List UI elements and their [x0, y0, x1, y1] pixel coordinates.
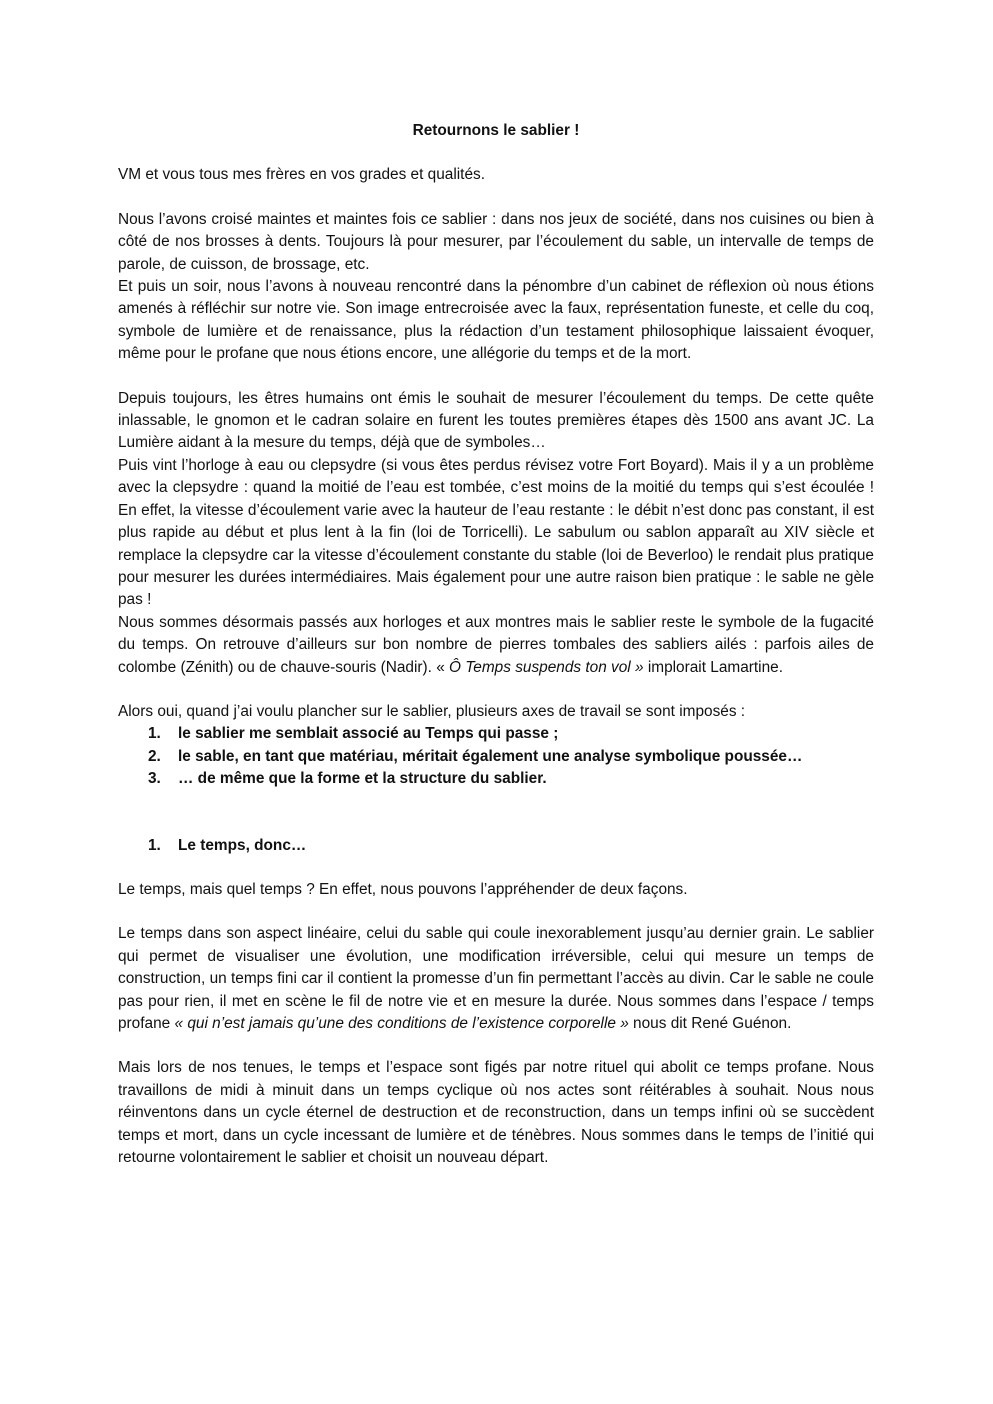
paragraph-8-start: Le temps dans son aspect linéaire, celui du sable qui coule inexorablement jusqu’au dernier grain. Le sablier qui permet de visualiser une évolution, une modification irréversible, celui qui mesure un temps de construction, un temps fini car il contient la promesse d’un fin permettant l’accès au divin. Car le sable ne coule pas pour rien, il met en scène le fil de notre vie et en mesure la durée. Nous sommes dans l’espace / temps profane — [118, 925, 874, 1032]
list-item — [118, 746, 874, 768]
paragraph-8-end: nous dit René Guénon. — [628, 1015, 792, 1032]
section-number: 1. — [148, 836, 161, 854]
document-page — [118, 120, 874, 1169]
list-item-text: … de même que la forme et la structure du sablier. — [178, 770, 547, 788]
section-title: Le temps, donc… — [178, 836, 307, 854]
guenon-quote: « qui n’est jamais qu’une des conditions de l’existence corporelle » — [174, 1015, 629, 1032]
list-item-number: 2. — [148, 747, 161, 765]
section-heading-list — [118, 835, 874, 857]
paragraph-gap — [118, 901, 874, 923]
paragraph-gap — [118, 857, 874, 879]
paragraph-6: Alors oui, quand j’ai voulu plancher sur le sablier, plusieurs axes de travail se sont imposés : — [118, 702, 746, 720]
lamartine-quote: Ô Temps suspends ton vol » — [449, 658, 644, 676]
axes-list — [118, 723, 874, 790]
paragraph-gap — [118, 1035, 874, 1057]
section-heading — [118, 835, 874, 857]
document-title: Retournons le sablier ! — [412, 122, 580, 139]
list-item-number: 1. — [148, 725, 161, 743]
salutation: VM et vous tous mes frères en vos grades et qualités. — [118, 166, 485, 184]
paragraph-5-end: implorait Lamartine. — [643, 658, 783, 676]
paragraph-1: Nous l’avons croisé maintes et maintes fois ce sablier : dans nos jeux de société, dans nos cuisines ou bien à côté de nos brosses à dents. Toujours là pour mesurer, par l’écoulement du sable, un intervalle de temps de parole, de cuisson, de brossage, etc. — [118, 210, 874, 273]
paragraph-7: Le temps, mais quel temps ? En effet, nous pouvons l’appréhender de deux façons. — [118, 880, 688, 898]
paragraph-5-start: Nous sommes désormais passés aux horloges et aux montres mais le sablier reste le symbole de la fugacité du temps. On retrouve d’ailleurs sur bon nombre de pierres tombales des sabliers ailés : parfois ailes de colombe (Zénith) ou de chauve-souris (Nadir). « — [118, 613, 874, 676]
paragraph-gap — [118, 366, 874, 388]
list-item — [118, 768, 874, 790]
paragraph-5 — [118, 612, 874, 679]
paragraph-3: Depuis toujours, les êtres humains ont émis le souhait de mesurer l’écoulement du temps. De cette quête inlassable, le gnomon et le cadran solaire en furent les toutes premières étapes dès 1500 ans avant JC. La Lumière aidant à la mesure du temps, déjà que de symboles… — [118, 389, 874, 452]
paragraph-gap — [118, 679, 874, 701]
paragraph-8 — [118, 923, 874, 1035]
list-item-text: le sablier me semblait associé au Temps qui passe ; — [178, 725, 559, 743]
paragraph-9: Mais lors de nos tenues, le temps et l’espace sont figés par notre rituel qui abolit ce temps profane. Nous travaillons de midi à minuit dans un temps cyclique où nos actes sont réitérables à souhait. Nous nous réinventons dans un cycle éternel de destruction et de reconstruction, dans un temps infini où se succèdent temps et mort, dans un cycle incessant de lumière et de ténèbres. Nous sommes dans le temps de l’initié qui retourne volontairement le sablier et choisit un nouveau départ. — [118, 1059, 874, 1167]
list-item — [118, 723, 874, 745]
list-item-number: 3. — [148, 770, 161, 788]
section-gap — [118, 791, 874, 835]
list-item-text: le sable, en tant que matériau, méritait également une analyse symbolique poussée… — [178, 747, 803, 765]
paragraph-2: Et puis un soir, nous l’avons à nouveau rencontré dans la pénombre d’un cabinet de réflexion où nous étions amenés à réfléchir sur notre vie. Son image entrecroisée avec la faux, représentation funeste, et celle du coq, symbole de lumière et de renaissance, plus la rédaction d’un testament philosophique laissaient évoquer, même pour le profane que nous étions encore, une allégorie du temps et de la mort. — [118, 278, 874, 363]
paragraph-4: Puis vint l’horloge à eau ou clepsydre (si vous êtes perdus révisez votre Fort Boyard). Mais il y a un problème avec la clepsydre : quand la moitié de l’eau est tombée, c’est moins de la moitié du temps qui s’est écoulée ! En effet, la vitesse d’écoulement varie avec la hauteur de l’eau restante : le débit n’est donc pas constant, il est plus rapide au début et plus lent à la fin (loi de Torricelli). Le sabulum ou sablon apparaît au XIV siècle et remplace la clepsydre car la vitesse d’écoulement constante du stable (loi de Beverloo) le rendait plus pratique pour mesurer les durées intermédiaires. Mais également pour une autre raison bien pratique : le sable ne gèle pas ! — [118, 456, 874, 609]
